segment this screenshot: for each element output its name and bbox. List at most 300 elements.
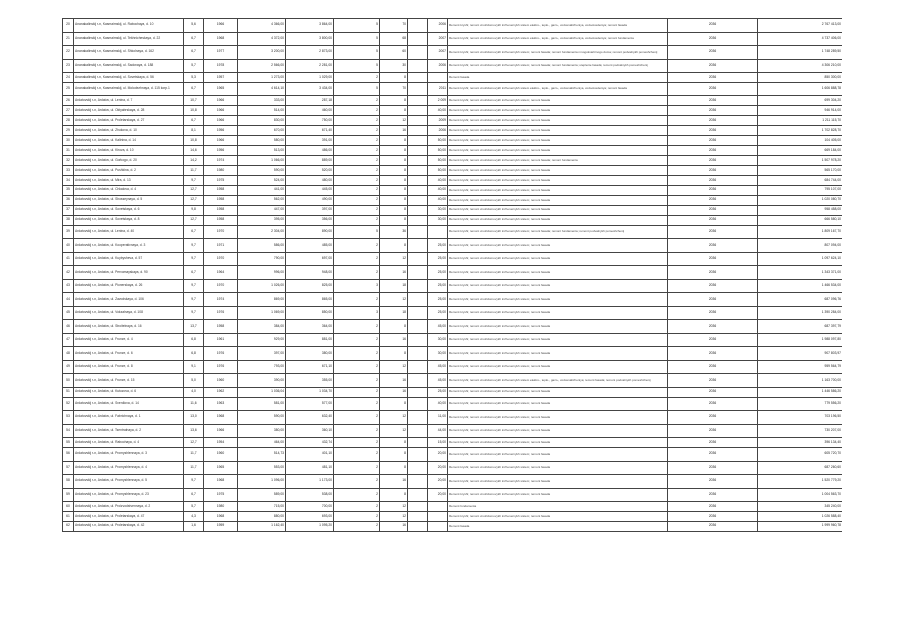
total-area-cell: 793,00 — [238, 360, 286, 374]
spare-cell — [408, 293, 428, 307]
floors-cell: 5 — [334, 19, 380, 33]
total-area-cell: 4 372,00 — [238, 32, 286, 46]
wear-cell: 40,00 — [428, 175, 448, 185]
table-row — [63, 502, 843, 512]
living-area-cell: 3 434,00 — [286, 82, 334, 96]
table-row — [63, 397, 843, 411]
living-area-cell: 3 800,00 — [286, 32, 334, 46]
cost-cell: 684 744,00 — [758, 175, 843, 185]
wear-cell: 44,00 — [428, 424, 448, 438]
apartments-cell: 8 — [380, 195, 408, 205]
apartments-cell: 68 — [380, 32, 408, 46]
year-cell: 1970 — [204, 279, 238, 293]
total-area-cell: 929,00 — [238, 333, 286, 347]
total-area-cell: 1 026,00 — [238, 279, 286, 293]
work-description-cell: Remont kryshi; remont vnutridomovykh inzhenernykh sistem; remont fasada — [448, 438, 668, 448]
plan-year-cell: 2036 — [668, 239, 758, 253]
area-cell: 6,7 — [184, 225, 204, 239]
row-number: 53 — [63, 411, 74, 425]
wear-cell: 2006 — [428, 19, 448, 33]
cost-cell: 699 304,20 — [758, 96, 843, 106]
living-area-cell: 671,40 — [286, 126, 334, 136]
living-area-cell: 355,00 — [286, 374, 334, 388]
row-number: 34 — [63, 175, 74, 185]
spare-cell — [408, 387, 428, 397]
spare-cell — [408, 320, 428, 334]
area-cell: 11,7 — [184, 448, 204, 462]
wear-cell — [428, 502, 448, 512]
apartments-cell: 16 — [380, 475, 408, 489]
work-description-cell: Remont kryshi; remont vnutridomovykh inzhenernykh sistem; remont fasada — [448, 252, 668, 266]
document-table-sheet — [62, 18, 842, 624]
spare-cell — [408, 438, 428, 448]
work-description-cell: Remont kryshi; remont vnutridomovykh inzhenernykh sistem; remont fasada — [448, 126, 668, 136]
wear-cell: 45,00 — [428, 360, 448, 374]
table-row — [63, 320, 843, 334]
row-number: 42 — [63, 266, 74, 280]
area-cell: 12,7 — [184, 195, 204, 205]
apartments-cell: 8 — [380, 320, 408, 334]
total-area-cell: 333,00 — [238, 96, 286, 106]
table-row — [63, 73, 843, 83]
area-cell: 11,7 — [184, 461, 204, 475]
area-cell: 12,7 — [184, 215, 204, 225]
area-cell: 13,0 — [184, 411, 204, 425]
plan-year-cell: 2036 — [668, 374, 758, 388]
table-row — [63, 306, 843, 320]
work-description-cell: Remont kryshi; remont vnutridomovykh inzhenernykh sistem; remont fasada — [448, 279, 668, 293]
apartments-cell: 12 — [380, 252, 408, 266]
work-description-cell: Remont kryshi; remont vnutridomovykh inzhenernykh sistem; remont fasada; remont fundamenta — [448, 156, 668, 166]
address-cell: Ardatovskij r-n, Ardatov, ul. Mira, d. 13 — [74, 175, 184, 185]
row-number: 58 — [63, 475, 74, 489]
floors-cell: 2 — [334, 293, 380, 307]
spare-cell — [408, 96, 428, 106]
work-description-cell: Remont kryshi; remont vnutridomovykh inzhenernykh sistem; remont fasada; remont fundamenta; uteplenie fasada; remont podvalnykh pomeshchenij — [448, 59, 668, 73]
apartments-cell: 36 — [380, 225, 408, 239]
floors-cell: 2 — [334, 374, 380, 388]
row-number: 22 — [63, 46, 74, 60]
table-row — [63, 46, 843, 60]
address-cell: Ardatovskij r-n, Ardatov, ul. Vokzalnaya, d. 108 — [74, 306, 184, 320]
address-cell: Ananakalinskij r-n, Kasmaimskij, ul. Molodezhnaya, d. 115 korp.1 — [74, 82, 184, 96]
spare-cell — [408, 215, 428, 225]
cost-cell: 1 390 284,00 — [758, 306, 843, 320]
plan-year-cell: 2036 — [668, 475, 758, 489]
row-number: 38 — [63, 215, 74, 225]
year-cell: 1960 — [204, 374, 238, 388]
plan-year-cell: 2036 — [668, 156, 758, 166]
apartments-cell: 12 — [380, 502, 408, 512]
living-area-cell: 632,40 — [286, 411, 334, 425]
area-cell: 1,6 — [184, 521, 204, 531]
floors-cell: 2 — [334, 397, 380, 411]
living-area-cell: 577,00 — [286, 397, 334, 411]
total-area-cell: 581,00 — [238, 397, 286, 411]
living-area-cell: 486,00 — [286, 146, 334, 156]
row-number: 52 — [63, 397, 74, 411]
plan-year-cell: 2036 — [668, 195, 758, 205]
cost-cell: 1 702 828,70 — [758, 126, 843, 136]
wear-cell: 50,00 — [428, 146, 448, 156]
total-area-cell: 384,00 — [238, 320, 286, 334]
table-row — [63, 411, 843, 425]
wear-cell — [428, 521, 448, 531]
table-row — [63, 59, 843, 73]
work-description-cell: Remont kryshi; remont vnutridomovykh inzhenernykh sistem; remont fasada — [448, 293, 668, 307]
area-cell: 9,7 — [184, 252, 204, 266]
table-row — [63, 166, 843, 176]
year-cell: 1968 — [204, 411, 238, 425]
spare-cell — [408, 195, 428, 205]
cost-cell: 396 134,40 — [758, 438, 843, 448]
table-row — [63, 205, 843, 215]
row-number: 62 — [63, 521, 74, 531]
work-description-cell: Remont kryshi; remont vnutridomovykh inzhenernykh sistem elektro-, teplo-, gazo-, vodosnabzheniya, vodootvedeniya; remont fasada — [448, 82, 668, 96]
table-row — [63, 488, 843, 502]
table-row — [63, 136, 843, 146]
living-area-cell: 1 034,70 — [286, 387, 334, 397]
apartments-cell: 16 — [380, 521, 408, 531]
plan-year-cell: 2036 — [668, 46, 758, 60]
work-description-cell: Remont kryshi; remont vnutridomovykh inzhenernykh sistem; remont fasada — [448, 215, 668, 225]
total-area-cell: 2 304,00 — [238, 225, 286, 239]
total-area-cell: 1 096,00 — [238, 475, 286, 489]
row-number: 49 — [63, 360, 74, 374]
floors-cell: 2 — [334, 116, 380, 126]
plan-year-cell: 2036 — [668, 73, 758, 83]
cost-cell: 687 260,60 — [758, 461, 843, 475]
table-row — [63, 239, 843, 253]
spare-cell — [408, 126, 428, 136]
plan-year-cell: 2036 — [668, 166, 758, 176]
floors-cell: 2 — [334, 205, 380, 215]
floors-cell: 2 — [334, 502, 380, 512]
plan-year-cell: 2036 — [668, 205, 758, 215]
plan-year-cell: 2036 — [668, 397, 758, 411]
table-row — [63, 175, 843, 185]
floors-cell: 3 — [334, 279, 380, 293]
living-area-cell: 850,00 — [286, 306, 334, 320]
table-row — [63, 424, 843, 438]
floors-cell: 2 — [334, 511, 380, 521]
cost-cell: 687 397,79 — [758, 320, 843, 334]
apartments-cell: 8 — [380, 488, 408, 502]
apartments-cell: 16 — [380, 266, 408, 280]
plan-year-cell: 2036 — [668, 387, 758, 397]
plan-year-cell: 2036 — [668, 347, 758, 361]
area-cell: 11,7 — [184, 166, 204, 176]
table-row — [63, 521, 843, 531]
total-area-cell: 514,73 — [238, 448, 286, 462]
cost-cell: 565 170,00 — [758, 166, 843, 176]
total-area-cell: 397,00 — [238, 347, 286, 361]
apartments-cell: 8 — [380, 156, 408, 166]
wear-cell: 2006 — [428, 59, 448, 73]
living-area-cell: 364,00 — [286, 320, 334, 334]
total-area-cell: 869,00 — [238, 293, 286, 307]
year-cell: 1966 — [204, 424, 238, 438]
apartments-cell: 18 — [380, 306, 408, 320]
year-cell: 1971 — [204, 239, 238, 253]
cost-cell: 669 184,00 — [758, 146, 843, 156]
work-description-cell: Remont kryshi; remont vnutridomovykh inzhenernykh sistem; remont fasada — [448, 116, 668, 126]
plan-year-cell: 2036 — [668, 116, 758, 126]
living-area-cell: 287,18 — [286, 96, 334, 106]
plan-year-cell: 2036 — [668, 448, 758, 462]
year-cell: 1958 — [204, 195, 238, 205]
area-cell: 5,6 — [184, 19, 204, 33]
apartments-cell: 12 — [380, 511, 408, 521]
year-cell: 1974 — [204, 156, 238, 166]
row-number: 43 — [63, 279, 74, 293]
area-cell: 9,7 — [184, 239, 204, 253]
year-cell: 1965 — [204, 82, 238, 96]
total-area-cell: 3 200,00 — [238, 46, 286, 60]
wear-cell: 2007 — [428, 32, 448, 46]
row-number: 39 — [63, 225, 74, 239]
plan-year-cell: 2036 — [668, 175, 758, 185]
living-area-cell: 356,00 — [286, 215, 334, 225]
floors-cell: 2 — [334, 215, 380, 225]
living-area-cell: 671,10 — [286, 360, 334, 374]
address-cell: Ananakalinskij r-n, Kasmaimskij, ul. Rabochaya, d. 10 — [74, 19, 184, 33]
total-area-cell: 590,00 — [238, 411, 286, 425]
spare-cell — [408, 46, 428, 60]
row-number: 48 — [63, 347, 74, 361]
row-number: 40 — [63, 239, 74, 253]
total-area-cell: 880,00 — [238, 511, 286, 521]
table-row — [63, 225, 843, 239]
wear-cell: 25,00 — [428, 252, 448, 266]
wear-cell: 20,00 — [428, 488, 448, 502]
address-cell: Ardatovskij r-n, Ardatov, ul. Rabochaya, d. 4 — [74, 438, 184, 448]
living-area-cell: 445,00 — [286, 185, 334, 195]
area-cell: 6,7 — [184, 116, 204, 126]
table-row — [63, 116, 843, 126]
table-row — [63, 82, 843, 96]
year-cell: 1980 — [204, 166, 238, 176]
apartments-cell: 8 — [380, 166, 408, 176]
work-description-cell: Remont kryshi; remont vnutridomovykh inzhenernykh sistem; remont fasada — [448, 397, 668, 411]
area-cell: 5,0 — [184, 374, 204, 388]
apartments-cell: 70 — [380, 19, 408, 33]
year-cell: 1970 — [204, 252, 238, 266]
floors-cell: 2 — [334, 320, 380, 334]
area-cell: 9,7 — [184, 475, 204, 489]
wear-cell: 50,00 — [428, 136, 448, 146]
table-row — [63, 126, 843, 136]
cost-cell: 1 520 779,20 — [758, 475, 843, 489]
apartments-cell: 12 — [380, 424, 408, 438]
wear-cell — [428, 73, 448, 83]
year-cell: 1975 — [204, 175, 238, 185]
floors-cell: 2 — [334, 252, 380, 266]
table-row — [63, 475, 843, 489]
floors-cell: 2 — [334, 521, 380, 531]
row-number: 60 — [63, 502, 74, 512]
plan-year-cell: 2036 — [668, 252, 758, 266]
plan-year-cell: 2036 — [668, 488, 758, 502]
area-cell: 9,7 — [184, 279, 204, 293]
work-description-cell: Remont kryshi; remont vnutridomovykh inzhenernykh sistem; remont fasada — [448, 475, 668, 489]
year-cell: 1958 — [204, 215, 238, 225]
apartments-cell: 8 — [380, 215, 408, 225]
living-area-cell: 3 864,00 — [286, 19, 334, 33]
row-number: 51 — [63, 387, 74, 397]
floors-cell: 5 — [334, 32, 380, 46]
table-row — [63, 461, 843, 475]
total-area-cell: 586,00 — [238, 239, 286, 253]
address-cell: Ardatovskij r-n, Ardatov, ul. Promyshlennaya, d. 5 — [74, 475, 184, 489]
area-cell: 13,7 — [184, 320, 204, 334]
plan-year-cell: 2036 — [668, 424, 758, 438]
wear-cell: 20,00 — [428, 475, 448, 489]
total-area-cell: 1 273,00 — [238, 73, 286, 83]
cost-cell: 1 211 115,70 — [758, 116, 843, 126]
year-cell: 1978 — [204, 59, 238, 73]
table-row — [63, 185, 843, 195]
area-cell: 6,7 — [184, 46, 204, 60]
row-number: 37 — [63, 205, 74, 215]
address-cell: Ardatovskij r-n, Ardatov, ul. Zhukova, d. 10 — [74, 126, 184, 136]
work-description-cell: Remont kryshi; remont vnutridomovykh inzhenernykh sistem; remont fasada — [448, 239, 668, 253]
spare-cell — [408, 374, 428, 388]
work-description-cell: Remont kryshi; remont vnutridomovykh inzhenernykh sistem elektro-, teplo-, gazo-, vodosnabzheniya; remont fasada; remont podvalnykh pomeshchenij — [448, 374, 668, 388]
floors-cell: 2 — [334, 136, 380, 146]
cost-cell: 1 026 588,40 — [758, 511, 843, 521]
floors-cell: 2 — [334, 175, 380, 185]
work-description-cell: Remont kryshi; remont vnutridomovykh inzhenernykh sistem elektro-, teplo-, gazo-, vodosnabzheniya, vodootvedeniya; remont fundamenta — [448, 32, 668, 46]
living-area-cell: 697,00 — [286, 252, 334, 266]
spare-cell — [408, 205, 428, 215]
total-area-cell: 996,00 — [238, 266, 286, 280]
cost-cell: 2 767 413,00 — [758, 19, 843, 33]
address-cell: Ardatovskij r-n, Ardatov, ul. Pushkina, d. 2 — [74, 166, 184, 176]
area-cell: 10,8 — [184, 136, 204, 146]
year-cell: 1966 — [204, 19, 238, 33]
table-row — [63, 19, 843, 33]
address-cell: Ardatovskij r-n, Ardatov, ul. Kalinina, d. 14 — [74, 136, 184, 146]
plan-year-cell: 2036 — [668, 502, 758, 512]
plan-year-cell: 2036 — [668, 320, 758, 334]
row-number: 30 — [63, 136, 74, 146]
floors-cell: 2 — [334, 411, 380, 425]
cost-cell: 1 446 586,20 — [758, 387, 843, 397]
living-area-cell: 397,00 — [286, 205, 334, 215]
area-cell: 6,8 — [184, 333, 204, 347]
row-number: 32 — [63, 156, 74, 166]
floors-cell: 2 — [334, 96, 380, 106]
living-area-cell: 948,00 — [286, 266, 334, 280]
cost-cell: 1 466 534,00 — [758, 279, 843, 293]
wear-cell: 25,00 — [428, 293, 448, 307]
work-description-cell: Remont kryshi; remont vnutridomovykh inzhenernykh sistem; remont fasada — [448, 195, 668, 205]
cost-cell: 1 004 563,70 — [758, 488, 843, 502]
floors-cell: 2 — [334, 448, 380, 462]
table-row — [63, 511, 843, 521]
plan-year-cell: 2036 — [668, 293, 758, 307]
year-cell: 1958 — [204, 320, 238, 334]
cost-cell: 1 163 700,00 — [758, 374, 843, 388]
row-number: 59 — [63, 488, 74, 502]
area-cell: 9,8 — [184, 205, 204, 215]
cost-cell: 779 556,20 — [758, 397, 843, 411]
living-area-cell: 432,74 — [286, 438, 334, 448]
plan-year-cell: 2036 — [668, 266, 758, 280]
cost-cell: 807 094,00 — [758, 239, 843, 253]
address-cell: Ananakalinskij r-n, Kasmaimskij, ul. Tekhnicheskaya, d. 22 — [74, 32, 184, 46]
plan-year-cell: 2036 — [668, 185, 758, 195]
living-area-cell: 865,00 — [286, 293, 334, 307]
work-description-cell: Remont kryshi; remont vnutridomovykh inzhenernykh sistem; remont fasada — [448, 175, 668, 185]
floors-cell: 2 — [334, 461, 380, 475]
area-cell: 9,7 — [184, 175, 204, 185]
row-number: 55 — [63, 438, 74, 448]
address-cell: Ardatovskij r-n, Ardatov, ul. Frunze, d. 4 — [74, 333, 184, 347]
plan-year-cell: 2036 — [668, 146, 758, 156]
area-cell: 6,7 — [184, 32, 204, 46]
apartments-cell: 8 — [380, 73, 408, 83]
area-cell: 6,8 — [184, 347, 204, 361]
work-description-cell: Remont kryshi; remont vnutridomovykh inzhenernykh sistem; remont fasada — [448, 488, 668, 502]
area-cell: 10,8 — [184, 106, 204, 116]
row-number: 28 — [63, 116, 74, 126]
spare-cell — [408, 82, 428, 96]
apartments-cell: 18 — [380, 279, 408, 293]
row-number: 57 — [63, 461, 74, 475]
spare-cell — [408, 156, 428, 166]
total-area-cell: 441,00 — [238, 185, 286, 195]
spare-cell — [408, 146, 428, 156]
total-area-cell: 562,00 — [238, 195, 286, 205]
cost-cell: 946 914,00 — [758, 106, 843, 116]
area-cell: 9,7 — [184, 293, 204, 307]
floors-cell: 2 — [334, 239, 380, 253]
work-description-cell: Remont kryshi; remont vnutridomovykh inzhenernykh sistem; remont fasada — [448, 387, 668, 397]
work-description-cell: Remont kryshi; remont vnutridomovykh inzhenernykh sistem; remont fasada — [448, 166, 668, 176]
cost-cell: 1 020 080,70 — [758, 195, 843, 205]
cost-cell: 907 803,97 — [758, 347, 843, 361]
spare-cell — [408, 266, 428, 280]
year-cell: 1966 — [204, 106, 238, 116]
living-area-cell: 401,10 — [286, 448, 334, 462]
year-cell: 1958 — [204, 205, 238, 215]
floors-cell: 3 — [334, 306, 380, 320]
living-area-cell: 2 281,00 — [286, 59, 334, 73]
wear-cell: 25,00 — [428, 239, 448, 253]
area-cell: 5,7 — [184, 502, 204, 512]
area-cell: 8,1 — [184, 126, 204, 136]
table-row — [63, 32, 843, 46]
row-number: 46 — [63, 320, 74, 334]
apartments-cell: 70 — [380, 82, 408, 96]
wear-cell: 30,00 — [428, 205, 448, 215]
work-description-cell: Remont kryshi; remont vnutridomovykh inzhenernykh sistem; remont fasada — [448, 448, 668, 462]
living-area-cell: 460,00 — [286, 106, 334, 116]
work-description-cell: Remont kryshi; remont vnutridomovykh inzhenernykh sistem; remont fasada — [448, 306, 668, 320]
table-row — [63, 195, 843, 205]
apartments-cell: 8 — [380, 347, 408, 361]
living-area-cell: 380,00 — [286, 347, 334, 361]
apartments-cell: 8 — [380, 397, 408, 411]
year-cell: 1960 — [204, 448, 238, 462]
wear-cell: 40,00 — [428, 185, 448, 195]
apartments-cell: 8 — [380, 185, 408, 195]
table-row — [63, 347, 843, 361]
plan-year-cell: 2036 — [668, 82, 758, 96]
cost-cell: 4 737 406,00 — [758, 32, 843, 46]
